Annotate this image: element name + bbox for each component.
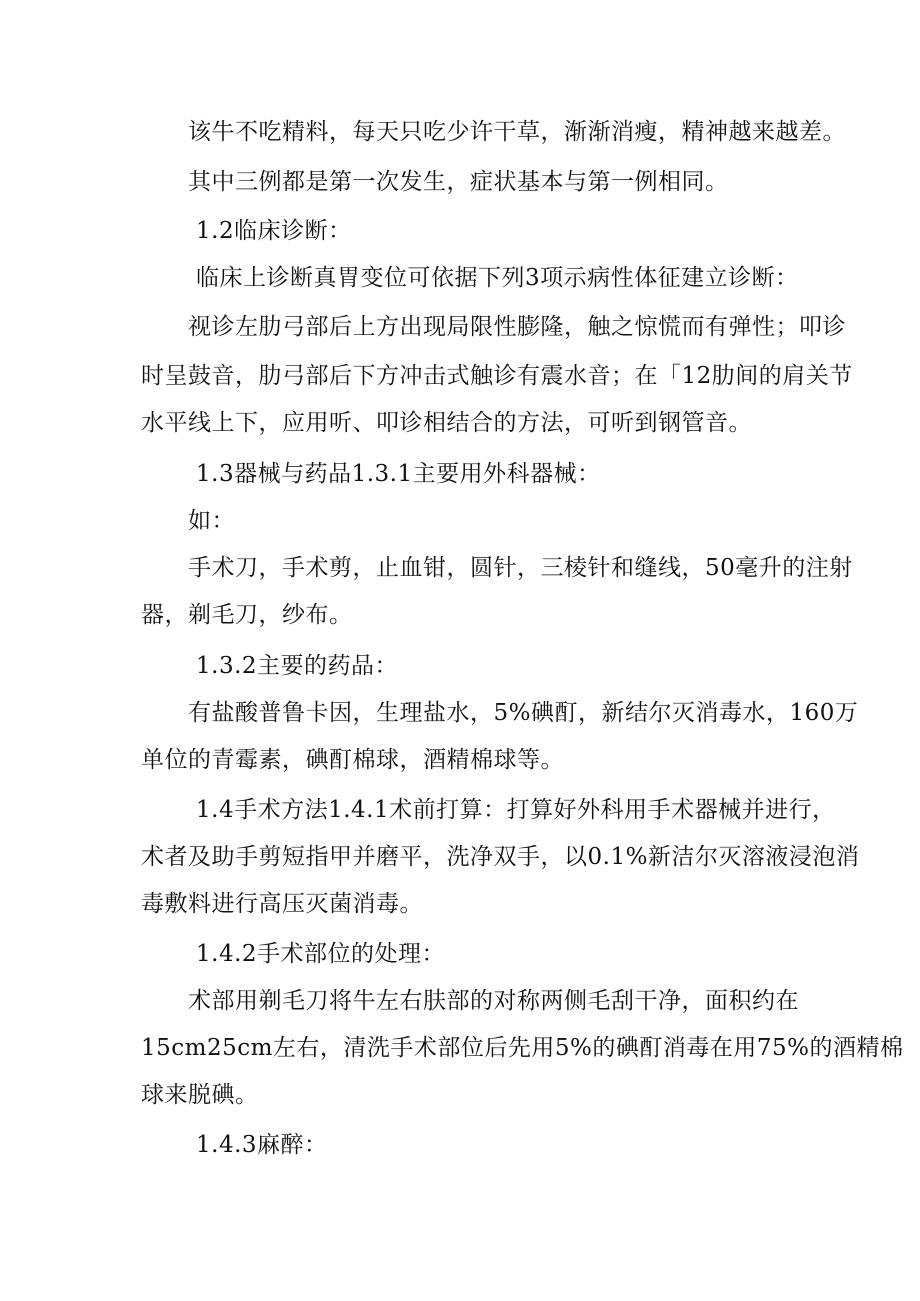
text-line: 时呈鼓音，肋弓部后下方冲击式触诊有震水音；在「12肋间的肩关节 xyxy=(141,363,853,389)
section-heading: 1.4手术方法1.4.1术前打算：打算好外科用手术器械并进行， xyxy=(196,797,836,823)
text-line: 该牛不吃精料，每天只吃少许干草，渐渐消瘦，精神越来越差。 xyxy=(188,119,846,145)
text-line: 毒敷料进行高压灭菌消毒。 xyxy=(141,891,423,917)
text-line: 其中三例都是第一次发生，症状基本与第一例相同。 xyxy=(188,169,729,195)
text-line: 有盐酸普鲁卡因，生理盐水，5%碘酊，新结尔灭消毒水，160万 xyxy=(188,700,859,726)
section-heading: 1.3.2主要的药品： xyxy=(196,653,399,679)
text-line: 临床上诊断真胃变位可依据下列3项示病性体征建立诊断： xyxy=(196,265,799,291)
text-line: 水平线上下，应用听、叩诊相结合的方法，可听到钢管音。 xyxy=(141,410,752,436)
text-line: 手术刀，手术剪，止血钳，圆针，三棱针和缝线，50毫升的注射 xyxy=(188,555,853,581)
text-line: 视诊左肋弓部后上方出现局限性膨隆，触之惊慌而有弹性；叩诊 xyxy=(188,314,846,340)
section-heading: 1.4.3麻醉： xyxy=(196,1132,328,1158)
text-line: 器，剃毛刀，纱布。 xyxy=(141,602,353,628)
text-line: 球来脱碘。 xyxy=(141,1082,259,1108)
section-heading: 1.2临床诊断： xyxy=(196,218,352,244)
section-heading: 1.4.2手术部位的处理： xyxy=(196,941,446,967)
text-line: 术者及助手剪短指甲并磨平，洗净双手，以0.1%新洁尔灭溶液浸泡消 xyxy=(141,844,860,870)
text-line: 术部用剃毛刀将牛左右肤部的对称两侧毛刮干净，面积约在 xyxy=(188,988,799,1014)
text-line: 单位的青霉素，碘酊棉球，酒精棉球等。 xyxy=(141,747,564,773)
section-heading: 1.3器械与药品1.3.1主要用外科器械： xyxy=(196,461,601,487)
text-line: 如： xyxy=(188,508,235,534)
text-line: 15cm25cm左右，清洗手术部位后先用5%的碘酊消毒在用75%的酒精棉 xyxy=(141,1035,904,1061)
